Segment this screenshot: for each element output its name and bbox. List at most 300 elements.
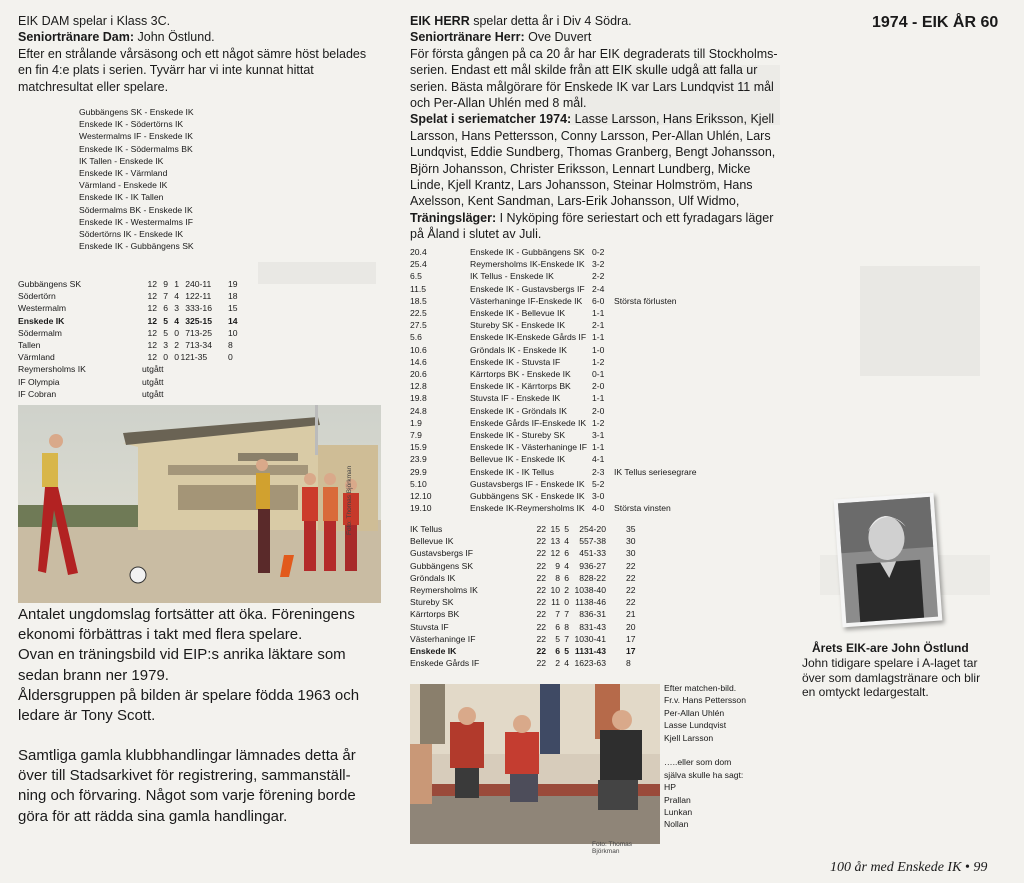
text-line: Björn Johansson, Christer Eriksson, Lennart Lundberg, Micke bbox=[410, 161, 751, 176]
column-middle bbox=[410, 13, 790, 243]
men-season-text bbox=[410, 46, 790, 112]
caption-line: Ovan en träningsbild vid EIP:s anrika läktare som bbox=[18, 646, 346, 664]
table-cell-g: 13-34 bbox=[190, 340, 212, 351]
table-cell-pts: 10 bbox=[228, 327, 238, 338]
table-cell-w: 7 bbox=[555, 609, 560, 620]
archive-line: Samtliga gamla klubbhandlingar lämnades detta år bbox=[18, 747, 356, 764]
table-cell-p: 22 bbox=[536, 621, 546, 632]
dressing-room-caption bbox=[664, 682, 746, 831]
men-coach-value: Ove Duvert bbox=[524, 30, 592, 45]
table-cell-team: Bellevue IK bbox=[410, 536, 454, 547]
caption-line: Antalet ungdomslag fortsätter att öka. Föreningens bbox=[18, 606, 355, 623]
result-date: 11.5 bbox=[410, 283, 427, 294]
table-cell-p: 22 bbox=[536, 560, 546, 571]
table-cell-w: 6 bbox=[555, 646, 560, 657]
table-cell-d bbox=[168, 363, 179, 375]
text-line: på Åland i slutet av Juli. bbox=[410, 227, 542, 242]
table-cell-g: 57-38 bbox=[584, 536, 606, 547]
table-cell-w: 11 bbox=[551, 597, 560, 608]
table-row bbox=[18, 278, 248, 290]
result-match: Kärrtorps BK - Enskede IK bbox=[470, 369, 571, 380]
table-cell-team: Stuvsta IF bbox=[410, 621, 449, 632]
table-cell-p: 12 bbox=[147, 279, 157, 289]
table-cell-team: Södertörn bbox=[18, 291, 56, 302]
table-cell-d: 4 bbox=[174, 291, 179, 302]
training-photo bbox=[18, 405, 381, 603]
result-date: 20.6 bbox=[410, 369, 427, 380]
table-cell-team: Västerhaninge IF bbox=[410, 633, 476, 644]
table-cell-d: 0 bbox=[174, 352, 179, 363]
table-cell-g: 31-43 bbox=[584, 621, 606, 632]
table-row bbox=[18, 363, 248, 375]
table-cell-l: 11 bbox=[575, 597, 584, 608]
result-date: 7.9 bbox=[410, 430, 422, 441]
caption-line: HP bbox=[664, 782, 676, 793]
result-note: IK Tellus seriesegrare bbox=[614, 466, 697, 477]
table-cell-g: 1-35 bbox=[190, 352, 208, 363]
table-cell-team: Tallen bbox=[18, 340, 41, 351]
table-cell-p: 22 bbox=[536, 646, 546, 657]
fixture-item: Enskede IK - Westermalms IF bbox=[79, 216, 193, 227]
result-match: Enskede IK - Västerhaninge IF bbox=[470, 442, 588, 453]
table-cell-p: 12 bbox=[147, 315, 157, 326]
table-cell-p: utgått bbox=[142, 364, 164, 375]
table-cell-d bbox=[168, 376, 179, 388]
table-cell-w: 8 bbox=[555, 572, 560, 583]
table-cell-w: 9 bbox=[163, 279, 168, 289]
men-coach bbox=[410, 29, 790, 45]
table-cell-d: 8 bbox=[564, 621, 569, 632]
archive-line: ning och förvaring. Något som varje förening borde bbox=[18, 787, 356, 805]
table-cell-team: Gubbängens SK bbox=[410, 560, 474, 571]
result-date: 5.10 bbox=[410, 478, 427, 489]
players-text: Lasse Larsson, Hans Eriksson, Kjell bbox=[571, 112, 775, 127]
photo-credit: Foto: Thomas Björkman bbox=[345, 465, 353, 535]
table-cell-team: Enskede Gårds IF bbox=[410, 658, 480, 669]
table-cell-p: utgått bbox=[142, 376, 164, 387]
table-cell-l: 2 bbox=[185, 279, 190, 289]
table-row bbox=[410, 572, 646, 584]
result-match: Enskede IK - Bellevue IK bbox=[470, 308, 566, 319]
table-cell-pts: 30 bbox=[626, 536, 636, 547]
table-cell-p: 22 bbox=[536, 548, 546, 559]
table-cell-d: 7 bbox=[564, 609, 569, 620]
women-coach bbox=[18, 29, 388, 45]
caption-line: Åldersgruppen på bilden är spelare födda 1963 och bbox=[18, 686, 360, 704]
table-cell-g: 54-20 bbox=[584, 524, 606, 534]
result-row bbox=[410, 466, 696, 478]
men-results-list bbox=[410, 246, 696, 514]
result-date: 23.9 bbox=[410, 454, 427, 465]
result-row bbox=[410, 380, 696, 392]
table-cell-d: 5 bbox=[564, 646, 569, 657]
table-cell-l: 1 bbox=[185, 291, 190, 302]
table-cell-w: 15 bbox=[550, 524, 560, 534]
women-coach-value: John Östlund. bbox=[134, 30, 215, 45]
women-team-intro: EIK DAM spelar i Klass 3C. bbox=[18, 14, 171, 28]
fixture-item: Gubbängens SK - Enskede IK bbox=[79, 107, 194, 117]
table-cell-l bbox=[179, 363, 190, 375]
table-row bbox=[18, 327, 248, 339]
table-cell-p: 22 bbox=[536, 585, 546, 596]
result-row bbox=[410, 270, 696, 282]
table-cell-d: 4 bbox=[564, 560, 569, 571]
result-date: 6.5 bbox=[410, 271, 422, 282]
result-score: 1-1 bbox=[592, 332, 605, 343]
table-cell-w: 5 bbox=[163, 315, 168, 326]
table-row bbox=[18, 376, 248, 388]
players-label: Spelat i seriematcher 1974: bbox=[410, 112, 572, 127]
result-date: 12.10 bbox=[410, 491, 432, 502]
result-score: 2-3 bbox=[592, 466, 605, 477]
table-cell-p: 22 bbox=[536, 658, 546, 669]
table-cell-d: 3 bbox=[174, 303, 179, 314]
result-score: 2-4 bbox=[592, 283, 605, 294]
caption-line: Nollan bbox=[664, 819, 689, 830]
archive-line: över till Stadsarkivet för registrering, sammanställ- bbox=[18, 767, 351, 785]
table-row bbox=[410, 645, 646, 657]
result-match: Enskede IK - Stuvsta IF bbox=[470, 356, 561, 367]
photo-credit: Foto: Thomas Björkman bbox=[592, 841, 632, 855]
table-cell-p: 12 bbox=[147, 327, 157, 338]
result-score: 4-0 bbox=[592, 503, 605, 514]
table-cell-g bbox=[190, 388, 228, 400]
table-cell-w: 3 bbox=[163, 340, 168, 351]
text-line bbox=[410, 111, 790, 127]
table-cell-g: 22-11 bbox=[190, 291, 212, 302]
table-cell-g: 38-46 bbox=[584, 597, 606, 608]
table-cell-p: utgått bbox=[142, 388, 164, 399]
result-match: Enskede IK-Enskede Gårds IF bbox=[470, 332, 587, 343]
result-score: 2-0 bbox=[592, 405, 605, 416]
table-cell-w bbox=[157, 388, 168, 400]
table-row bbox=[410, 596, 646, 608]
table-cell-g: 38-40 bbox=[584, 585, 606, 596]
result-match: Gubbängens SK - Enskede IK bbox=[470, 491, 585, 502]
result-score: 0-2 bbox=[592, 247, 605, 257]
men-team-label: EIK HERR bbox=[410, 14, 470, 28]
table-cell-l: 8 bbox=[579, 621, 584, 632]
women-fixture-list bbox=[79, 106, 194, 252]
result-score: 5-2 bbox=[592, 478, 605, 489]
table-cell-l: 2 bbox=[579, 524, 584, 534]
men-team-value: spelar detta år i Div 4 Södra. bbox=[469, 14, 632, 28]
table-cell-l: 9 bbox=[579, 560, 584, 571]
result-date: 29.9 bbox=[410, 466, 427, 477]
table-cell-team: Enskede IK bbox=[18, 315, 65, 326]
table-cell-g: 36-27 bbox=[584, 560, 606, 571]
table-cell-pts: 22 bbox=[626, 560, 636, 571]
result-score: 6-0 bbox=[592, 295, 605, 306]
table-row bbox=[410, 621, 646, 633]
result-score: 3-0 bbox=[592, 491, 605, 502]
table-row bbox=[18, 290, 248, 302]
caption-line: Kjell Larsson bbox=[664, 732, 714, 743]
result-row bbox=[410, 307, 696, 319]
table-cell-l: 5 bbox=[579, 536, 584, 547]
table-cell-team: Reymersholms IK bbox=[18, 364, 86, 375]
table-cell-pts: 20 bbox=[626, 621, 636, 632]
result-match: Enskede IK - IK Tellus bbox=[470, 466, 554, 477]
fixture-item: Westermalms IF - Enskede IK bbox=[79, 131, 193, 142]
table-cell-l: 7 bbox=[185, 327, 190, 338]
portrait-photo bbox=[834, 493, 943, 628]
table-cell-team: Södermalm bbox=[18, 327, 62, 338]
table-cell-team: IF Cobran bbox=[18, 388, 57, 399]
result-match: Västerhaninge IF-Enskede IK bbox=[470, 295, 583, 306]
text-line: Larsson, Hans Pettersson, Conny Larsson, Per-Allan Uhlén, Lars bbox=[410, 128, 771, 143]
text-line: För första gången på ca 20 år har EIK degraderats till Stockholms- bbox=[410, 46, 778, 61]
result-match: Enskede Gårds IF-Enskede IK bbox=[470, 417, 587, 428]
table-cell-pts: 0 bbox=[228, 352, 233, 363]
result-match: Reymersholms IK-Enskede IK bbox=[470, 259, 585, 270]
table-cell-p: 22 bbox=[536, 597, 546, 608]
result-row bbox=[410, 319, 696, 331]
table-cell-w bbox=[157, 363, 168, 375]
result-match: Stuvsta IF - Enskede IK bbox=[470, 393, 561, 404]
table-cell-l: 4 bbox=[579, 548, 584, 559]
text-line: Axelsson, Kent Sandman, Lars-Erik Johansson, Ulf Widmo, bbox=[410, 194, 740, 209]
fixture-item: Enskede IK - Södertörns IK bbox=[79, 119, 184, 130]
text-line: serien. Endast ett mål skilde från att EIK skulle udgå att falla ur bbox=[410, 63, 758, 78]
table-cell-p: 22 bbox=[536, 524, 546, 534]
table-cell-p: 22 bbox=[536, 572, 546, 583]
table-cell-g: 40-11 bbox=[190, 279, 212, 289]
women-coach-label: Seniortränare Dam: bbox=[18, 30, 135, 45]
result-date: 27.5 bbox=[410, 320, 427, 331]
women-season-text: Efter en strålande vårsäsong och ett något sämre höst belades en fin 4:e plats i serien. Tyvärr har vi inte kunnat hittat matchresultat eller spelare. bbox=[18, 46, 367, 94]
table-row bbox=[410, 547, 646, 559]
table-cell-team: Kärrtorps BK bbox=[410, 609, 460, 620]
page-footer: 100 år med Enskede IK • 99 bbox=[830, 860, 988, 875]
caption-line: Efter matchen-bild. bbox=[664, 683, 737, 693]
result-match: Bellevue IK - Enskede IK bbox=[470, 454, 566, 465]
table-cell-team: IF Olympia bbox=[18, 376, 60, 387]
table-cell-d: 7 bbox=[564, 633, 569, 644]
table-cell-d: 2 bbox=[564, 585, 569, 596]
result-date: 20.4 bbox=[410, 247, 427, 257]
table-cell-pts: 15 bbox=[228, 303, 238, 314]
result-date: 19.10 bbox=[410, 503, 432, 514]
players-paragraph bbox=[410, 111, 790, 209]
table-cell-team: Enskede IK bbox=[410, 646, 457, 657]
caption-line: Lunkan bbox=[664, 807, 693, 818]
table-cell-d: 1 bbox=[174, 279, 179, 289]
youth-caption bbox=[18, 605, 359, 726]
portrait-line: över som damlagstränare och blir bbox=[802, 670, 981, 685]
table-cell-l: 3 bbox=[185, 303, 190, 314]
table-cell-d bbox=[168, 388, 179, 400]
result-score: 4-1 bbox=[592, 454, 605, 465]
table-cell-pts: 21 bbox=[626, 609, 636, 620]
fixture-item: Enskede IK - IK Tallen bbox=[79, 192, 164, 203]
result-date: 5.6 bbox=[410, 332, 422, 343]
table-cell-l: 7 bbox=[185, 340, 190, 351]
fixture-item: Enskede IK - Södermalms BK bbox=[79, 143, 193, 154]
table-cell-pts: 17 bbox=[626, 646, 636, 657]
table-cell-w: 9 bbox=[555, 560, 560, 571]
archive-line: göra för att rädda sina gamla handlingar. bbox=[18, 807, 288, 825]
men-team-intro bbox=[410, 13, 790, 29]
caption-line bbox=[664, 744, 746, 756]
table-cell-g: 31-43 bbox=[584, 646, 606, 657]
result-match: Enskede IK - Stureby SK bbox=[470, 430, 566, 441]
table-cell-l: 8 bbox=[579, 609, 584, 620]
result-note: Största förlusten bbox=[614, 295, 677, 306]
table-cell-w: 2 bbox=[555, 658, 560, 669]
result-row bbox=[410, 356, 696, 368]
table-cell-d: 0 bbox=[174, 327, 179, 338]
table-cell-g bbox=[190, 376, 228, 388]
table-row bbox=[410, 523, 646, 535]
result-date: 19.8 bbox=[410, 393, 427, 404]
result-score: 2-0 bbox=[592, 381, 605, 392]
table-cell-p: 12 bbox=[147, 340, 157, 351]
table-cell-g: 13-25 bbox=[190, 327, 212, 338]
text-line: Lundqvist, Eddie Sundberg, Thomas Granberg, Bengt Johansson, bbox=[410, 145, 776, 160]
table-cell-pts: 22 bbox=[626, 597, 636, 608]
training-camp-paragraph bbox=[410, 210, 790, 243]
fixture-item: IK Tallen - Enskede IK bbox=[79, 155, 164, 166]
table-cell-pts bbox=[228, 376, 248, 388]
table-cell-p: 22 bbox=[536, 609, 546, 620]
result-match: Enskede IK - Gröndals IK bbox=[470, 405, 567, 416]
camp-label: Träningsläger: bbox=[410, 210, 497, 225]
caption-line: Prallan bbox=[664, 794, 691, 805]
result-date: 25.4 bbox=[410, 259, 427, 270]
caption-line: ekonomi förbättras i takt med flera spelare. bbox=[18, 626, 303, 644]
result-row bbox=[410, 368, 696, 380]
table-cell-l: 3 bbox=[185, 315, 190, 326]
table-row bbox=[410, 560, 646, 572]
table-cell-p: 12 bbox=[147, 352, 157, 363]
table-cell-team: Gustavsbergs IF bbox=[410, 548, 474, 559]
caption-line: själva skulle ha sagt: bbox=[664, 769, 744, 780]
result-match: IK Tellus - Enskede IK bbox=[470, 271, 554, 282]
table-cell-team: Gröndals IK bbox=[410, 572, 456, 583]
portrait-line: John tidigare spelare i A-laget tar bbox=[802, 656, 978, 670]
table-cell-d: 5 bbox=[564, 524, 569, 534]
table-cell-d: 6 bbox=[564, 548, 569, 559]
table-row bbox=[18, 339, 248, 351]
result-score: 1-2 bbox=[592, 417, 605, 428]
portrait-text bbox=[802, 656, 980, 700]
men-league-table bbox=[410, 523, 646, 669]
caption-line: sedan brann ner 1979. bbox=[18, 666, 169, 684]
table-cell-team: Westermalm bbox=[18, 303, 67, 314]
table-cell-g: 25-15 bbox=[190, 315, 212, 326]
result-date: 15.9 bbox=[410, 442, 427, 453]
table-cell-d: 2 bbox=[174, 340, 179, 351]
portrait-title: Årets EIK-are John Östlund bbox=[812, 641, 969, 655]
fixture-item: Enskede IK - Värmland bbox=[79, 168, 168, 179]
result-match: Gröndals IK - Enskede IK bbox=[470, 344, 567, 355]
table-cell-p: 12 bbox=[147, 303, 157, 314]
table-cell-w: 12 bbox=[550, 548, 560, 559]
fixture-item: Värmland - Enskede IK bbox=[79, 180, 168, 191]
result-row bbox=[410, 258, 696, 270]
table-cell-l: 8 bbox=[579, 572, 584, 583]
dressing-room-photo bbox=[410, 684, 660, 855]
result-row bbox=[410, 502, 696, 514]
result-score: 1-2 bbox=[592, 356, 605, 367]
table-cell-pts: 22 bbox=[626, 572, 636, 583]
table-cell-d: 4 bbox=[564, 536, 569, 547]
result-row bbox=[410, 478, 696, 490]
column-left bbox=[18, 13, 388, 95]
table-cell-w bbox=[157, 376, 168, 388]
table-cell-l: 12 bbox=[180, 352, 190, 363]
table-cell-w: 5 bbox=[555, 633, 560, 644]
fixture-item: Enskede IK - Gubbängens SK bbox=[79, 241, 194, 252]
table-cell-d: 6 bbox=[564, 572, 569, 583]
portrait-line: en omtyckt ledargestalt. bbox=[802, 685, 929, 700]
result-date: 24.8 bbox=[410, 405, 427, 416]
table-cell-pts: 35 bbox=[626, 524, 636, 534]
result-score: 1-1 bbox=[592, 442, 605, 453]
table-cell-pts bbox=[228, 363, 248, 375]
result-score: 1-1 bbox=[592, 393, 605, 404]
table-cell-g: 33-16 bbox=[190, 303, 212, 314]
result-row bbox=[410, 283, 696, 295]
table-cell-g: 23-63 bbox=[584, 658, 606, 669]
result-match: Enskede IK - Gustavsbergs IF bbox=[470, 283, 585, 294]
table-row bbox=[18, 351, 248, 363]
result-match: Stureby SK - Enskede IK bbox=[470, 320, 566, 331]
table-cell-team: Reymersholms IK bbox=[410, 585, 478, 596]
result-score: 2-1 bbox=[592, 320, 605, 331]
table-cell-pts: 17 bbox=[626, 633, 636, 644]
result-date: 12.8 bbox=[410, 381, 427, 392]
result-row bbox=[410, 490, 696, 502]
table-cell-pts: 19 bbox=[228, 279, 238, 289]
result-match: Enskede IK - Gubbängens SK bbox=[470, 247, 585, 257]
table-cell-w: 0 bbox=[163, 352, 168, 363]
result-row bbox=[410, 331, 696, 343]
table-cell-g: 36-31 bbox=[584, 609, 606, 620]
table-cell-p: 22 bbox=[536, 536, 546, 547]
table-cell-w: 6 bbox=[163, 303, 168, 314]
table-cell-pts: 8 bbox=[626, 658, 631, 669]
result-date: 10.6 bbox=[410, 344, 427, 355]
page-title: 1974 - EIK ÅR 60 bbox=[872, 14, 999, 31]
result-row bbox=[410, 417, 696, 429]
table-cell-w: 5 bbox=[163, 327, 168, 338]
text-line: serien. Bästa målgörare för Enskede IK var Lars Lundqvist 11 mål bbox=[410, 79, 774, 94]
caption-line: …..eller som dom bbox=[664, 757, 732, 768]
result-date: 22.5 bbox=[410, 308, 427, 319]
result-row bbox=[410, 453, 696, 465]
table-cell-team: Stureby SK bbox=[410, 597, 454, 608]
fixture-item: Södertörns IK - Enskede IK bbox=[79, 229, 184, 240]
table-cell-p: 22 bbox=[536, 633, 546, 644]
caption-line: Lasse Lundqvist bbox=[664, 720, 727, 731]
result-note: Största vinsten bbox=[614, 503, 671, 514]
text-line bbox=[410, 210, 790, 226]
table-cell-pts: 22 bbox=[626, 585, 636, 596]
table-cell-l: 11 bbox=[574, 646, 584, 657]
result-row bbox=[410, 344, 696, 356]
table-cell-w: 7 bbox=[163, 291, 168, 302]
table-cell-g bbox=[190, 363, 228, 375]
table-cell-g: 28-22 bbox=[584, 572, 606, 583]
table-cell-l: 16 bbox=[574, 658, 584, 669]
table-cell-l: 10 bbox=[574, 633, 584, 644]
result-row bbox=[410, 429, 696, 441]
result-score: 1-1 bbox=[592, 308, 605, 319]
table-row bbox=[410, 633, 646, 645]
table-cell-l bbox=[179, 388, 190, 400]
